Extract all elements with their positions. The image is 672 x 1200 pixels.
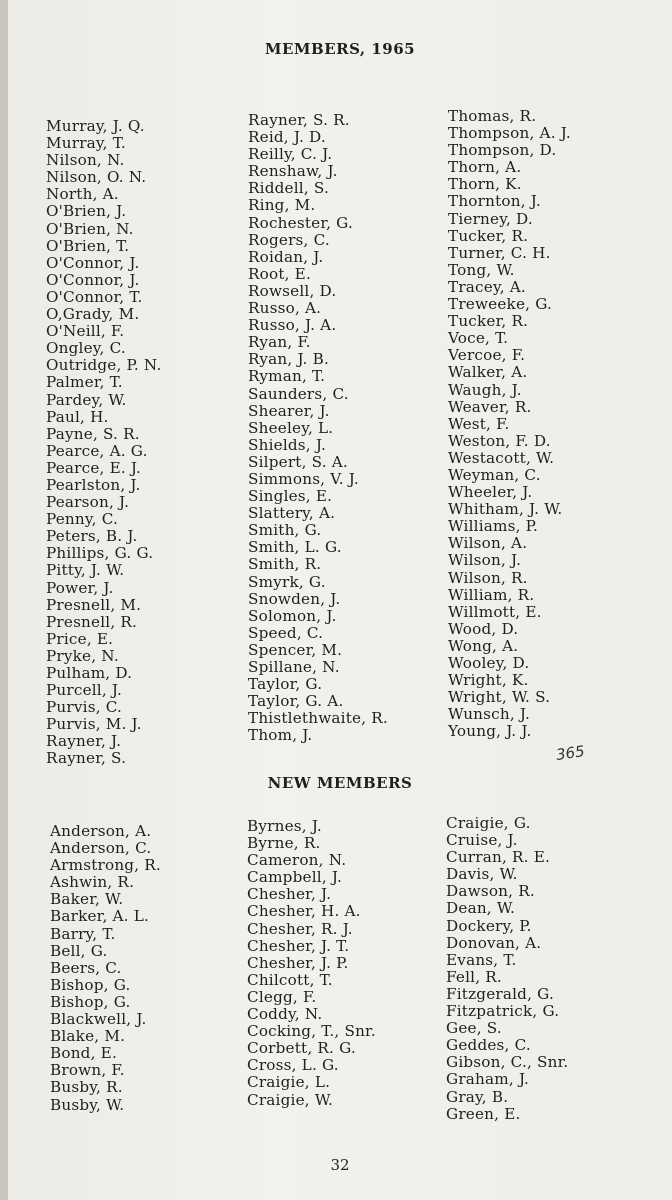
- member-name: Phillips, G. G.: [46, 544, 154, 563]
- member-name: O'Connor, J.: [46, 270, 140, 289]
- member-name: Voce, T.: [448, 329, 509, 348]
- member-name: Snowden, J.: [248, 589, 341, 608]
- member-name: Payne, S. R.: [46, 424, 140, 443]
- member-name: Palmer, T.: [46, 373, 123, 392]
- member-name: Russo, A.: [248, 299, 322, 318]
- member-name: Slattery, A.: [248, 504, 336, 523]
- member-name: Campbell, J.: [247, 868, 343, 887]
- member-name: Wilson, A.: [448, 534, 528, 553]
- member-name: Thompson, A. J.: [448, 124, 571, 143]
- member-name: Pryke, N.: [46, 646, 119, 665]
- member-name: Shearer, J.: [248, 401, 330, 420]
- member-name: Chesher, J.: [247, 885, 332, 904]
- member-name: Root, E.: [248, 264, 311, 283]
- member-name: Singles, E.: [248, 487, 333, 506]
- new-members-column-2: [247, 818, 376, 1109]
- new-members-column-3: [446, 815, 568, 1123]
- member-name: Murray, J. Q.: [46, 117, 145, 135]
- member-name: Pearlston, J.: [46, 475, 141, 494]
- member-name: Purvis, C.: [46, 698, 123, 717]
- member-name: Reid, J. D.: [248, 128, 326, 147]
- member-name: Willmott, E.: [448, 602, 542, 621]
- member-name: Pulham, D.: [46, 664, 133, 682]
- member-name: Busby, R.: [50, 1078, 123, 1097]
- member-name: O'Connor, T.: [46, 287, 143, 306]
- member-name: Weston, F. D.: [448, 431, 551, 450]
- member-name: Craigie, L.: [247, 1073, 331, 1092]
- member-name: Ryman, T.: [248, 367, 326, 386]
- member-name: Blake, M.: [50, 1027, 126, 1046]
- member-name: Armstrong, R.: [50, 856, 161, 875]
- member-name: Beers, C.: [50, 958, 122, 977]
- member-name: Baker, W.: [50, 890, 124, 909]
- member-name: Nilson, O. N.: [46, 168, 147, 187]
- member-name: Tucker, R.: [448, 226, 529, 245]
- member-name: Gibson, C., Snr.: [446, 1053, 569, 1072]
- member-name: Nilson, N.: [46, 151, 125, 170]
- member-name: Davis, W.: [446, 865, 518, 884]
- member-name: Roidan, J.: [248, 247, 324, 266]
- member-name: Barker, A. L.: [50, 907, 150, 926]
- page-number: 32: [330, 1156, 350, 1174]
- member-name: Pearce, A. G.: [46, 441, 148, 460]
- member-name: Thorn, A.: [448, 158, 522, 177]
- member-name: Penny, C.: [46, 510, 119, 529]
- member-name: Chesher, J. T.: [247, 936, 350, 955]
- member-name: Thompson, D.: [448, 141, 557, 160]
- member-name: William, R.: [448, 585, 535, 604]
- member-name: Anderson, C.: [50, 839, 152, 858]
- member-name: Outridge, P. N.: [46, 356, 162, 375]
- member-name: Rayner, S. R.: [248, 111, 350, 129]
- member-name: Craigie, G.: [446, 814, 531, 832]
- member-name: Rowsell, D.: [248, 281, 337, 300]
- member-name: Cameron, N.: [247, 851, 347, 870]
- member-name: Solomon, J.: [248, 606, 337, 625]
- member-name: Bishop, G.: [50, 975, 131, 994]
- members-column-3: [448, 108, 571, 740]
- member-name: Tracey, A.: [448, 277, 526, 296]
- member-name: Corbett, R. G.: [247, 1039, 356, 1058]
- member-name: Thom, J.: [248, 726, 313, 745]
- member-name: Cross, L. G.: [247, 1056, 339, 1075]
- member-name: O'Connor, J.: [46, 253, 140, 272]
- member-name: Craigie, W.: [247, 1090, 333, 1109]
- member-name: Smith, R.: [248, 555, 322, 574]
- member-name: Riddell, S.: [248, 179, 329, 198]
- member-name: Fitzgerald, G.: [446, 984, 554, 1003]
- member-name: Waugh, J.: [448, 380, 522, 399]
- member-name: Ongley, C.: [46, 339, 126, 358]
- member-name: Weaver, R.: [448, 397, 532, 416]
- member-name: Price, E.: [46, 629, 114, 648]
- member-name: Anderson, A.: [50, 822, 152, 840]
- member-name: Saunders, C.: [248, 384, 349, 403]
- members-column-2: [248, 112, 388, 744]
- member-name: Wilson, J.: [448, 551, 522, 570]
- members-column-1: [46, 118, 161, 768]
- member-name: Taylor, G.: [248, 675, 323, 694]
- member-name: Treweeke, G.: [448, 295, 553, 314]
- member-name: Ring, M.: [248, 196, 316, 215]
- member-name: Reilly, C. J.: [248, 145, 333, 164]
- member-name: Silpert, S. A.: [248, 452, 348, 471]
- member-name: Spencer, M.: [248, 640, 343, 659]
- member-name: Thorn, K.: [448, 175, 522, 194]
- member-name: Sheeley, L.: [248, 418, 334, 437]
- member-name: Tong, W.: [448, 260, 515, 279]
- member-name: Bell, G.: [50, 941, 108, 960]
- member-name: Turner, C. H.: [448, 243, 551, 262]
- member-name: Pardey, W.: [46, 390, 127, 409]
- members-1965-heading: MEMBERS, 1965: [264, 40, 416, 58]
- member-name: Thistlethwaite, R.: [248, 709, 388, 728]
- member-name: Simmons, V. J.: [248, 469, 359, 488]
- member-name: Presnell, M.: [46, 595, 142, 614]
- member-name: Purvis, M. J.: [46, 715, 142, 734]
- member-name: Whitham, J. W.: [448, 500, 563, 519]
- member-name: Clegg, F.: [247, 987, 317, 1006]
- member-name: Green, E.: [446, 1104, 521, 1123]
- member-name: Chesher, R. J.: [247, 919, 353, 938]
- member-name: Wilson, R.: [448, 568, 528, 587]
- member-name: Brown, F.: [50, 1061, 125, 1080]
- member-name: Blackwell, J.: [50, 1010, 147, 1029]
- member-name: Chilcott, T.: [247, 970, 333, 989]
- member-name: Wood, D.: [448, 619, 519, 638]
- member-name: Purcell, J.: [46, 681, 123, 700]
- member-name: Murray, T.: [46, 134, 126, 153]
- member-name: Wheeler, J.: [448, 483, 533, 502]
- member-name: Fitzpatrick, G.: [446, 1002, 560, 1021]
- member-name: Rayner, J.: [46, 732, 122, 751]
- member-name: Taylor, G. A.: [248, 692, 344, 711]
- member-name: Wright, K.: [448, 671, 529, 690]
- member-name: West, F.: [448, 414, 510, 433]
- member-name: Wooley, D.: [448, 654, 530, 672]
- member-name: Ryan, F.: [248, 333, 311, 352]
- member-name: Donovan, A.: [446, 933, 542, 952]
- member-name: Smyrk, G.: [248, 572, 326, 591]
- member-name: O'Brien, N.: [46, 219, 134, 238]
- member-name: Busby, W.: [50, 1095, 125, 1114]
- member-name: Smith, L. G.: [248, 538, 342, 557]
- member-name: Williams, P.: [448, 517, 539, 536]
- handwritten-page-count: 365: [554, 742, 586, 764]
- member-name: Russo, J. A.: [248, 316, 337, 335]
- member-name: Power, J.: [46, 578, 114, 597]
- member-name: Gee, S.: [446, 1019, 502, 1038]
- member-name: Spillane, N.: [248, 658, 340, 676]
- member-name: Shields, J.: [248, 435, 326, 454]
- member-name: Barry, T.: [50, 924, 116, 943]
- member-name: Rogers, C.: [248, 230, 330, 249]
- member-name: Chesher, H. A.: [247, 902, 361, 921]
- member-name: Byrnes, J.: [247, 817, 322, 835]
- member-name: O'Brien, T.: [46, 236, 130, 255]
- member-name: O,Grady, M.: [46, 305, 140, 324]
- member-name: Graham, J.: [446, 1070, 530, 1089]
- member-name: Walker, A.: [448, 363, 528, 382]
- member-name: Wunsch, J.: [448, 705, 531, 724]
- member-name: Thornton, J.: [448, 192, 541, 211]
- member-name: Wright, W. S.: [448, 688, 551, 707]
- member-name: Renshaw, J.: [248, 162, 338, 181]
- member-name: Wong, A.: [448, 636, 519, 655]
- member-name: Speed, C.: [248, 623, 324, 642]
- member-name: Ryan, J. B.: [248, 350, 329, 369]
- member-name: Young, J. J.: [448, 722, 532, 741]
- member-name: Byrne, R.: [247, 834, 321, 853]
- new-members-column-1: [50, 823, 161, 1114]
- member-name: Ashwin, R.: [50, 873, 135, 892]
- member-name: Presnell, R.: [46, 612, 138, 631]
- member-name: Cocking, T., Snr.: [247, 1022, 376, 1041]
- member-name: O'Neill, F.: [46, 322, 125, 341]
- member-name: Peters, B. J.: [46, 527, 138, 546]
- member-name: Bond, E.: [50, 1044, 117, 1063]
- member-name: Dawson, R.: [446, 882, 535, 901]
- member-name: Cruise, J.: [446, 831, 518, 850]
- new-members-heading: NEW MEMBERS: [267, 774, 413, 792]
- member-name: North, A.: [46, 185, 119, 204]
- member-name: Thomas, R.: [448, 107, 537, 125]
- member-name: Smith, G.: [248, 521, 322, 540]
- member-name: Dockery, P.: [446, 916, 532, 935]
- member-name: Vercoe, F.: [448, 346, 526, 365]
- member-name: Pearson, J.: [46, 493, 130, 512]
- member-name: Westacott, W.: [448, 448, 555, 467]
- member-name: Dean, W.: [446, 899, 516, 918]
- member-name: Paul, H.: [46, 407, 109, 426]
- member-name: Coddy, N.: [247, 1005, 323, 1024]
- member-name: Rochester, G.: [248, 213, 354, 232]
- member-name: Pitty, J. W.: [46, 561, 125, 580]
- member-name: Bishop, G.: [50, 992, 131, 1011]
- member-name: Fell, R.: [446, 967, 502, 986]
- member-name: Geddes, C.: [446, 1036, 531, 1055]
- member-name: Curran, R. E.: [446, 848, 551, 867]
- member-name: Rayner, S.: [46, 749, 127, 768]
- member-name: Weyman, C.: [448, 465, 541, 484]
- document-page: [8, 0, 672, 1200]
- member-name: Gray, B.: [446, 1087, 509, 1106]
- member-name: Tucker, R.: [448, 312, 529, 331]
- member-name: Evans, T.: [446, 950, 517, 969]
- member-name: Chesher, J. P.: [247, 953, 349, 972]
- member-name: Tierney, D.: [448, 209, 533, 228]
- member-name: Pearce, E. J.: [46, 458, 142, 477]
- member-name: O'Brien, J.: [46, 202, 127, 221]
